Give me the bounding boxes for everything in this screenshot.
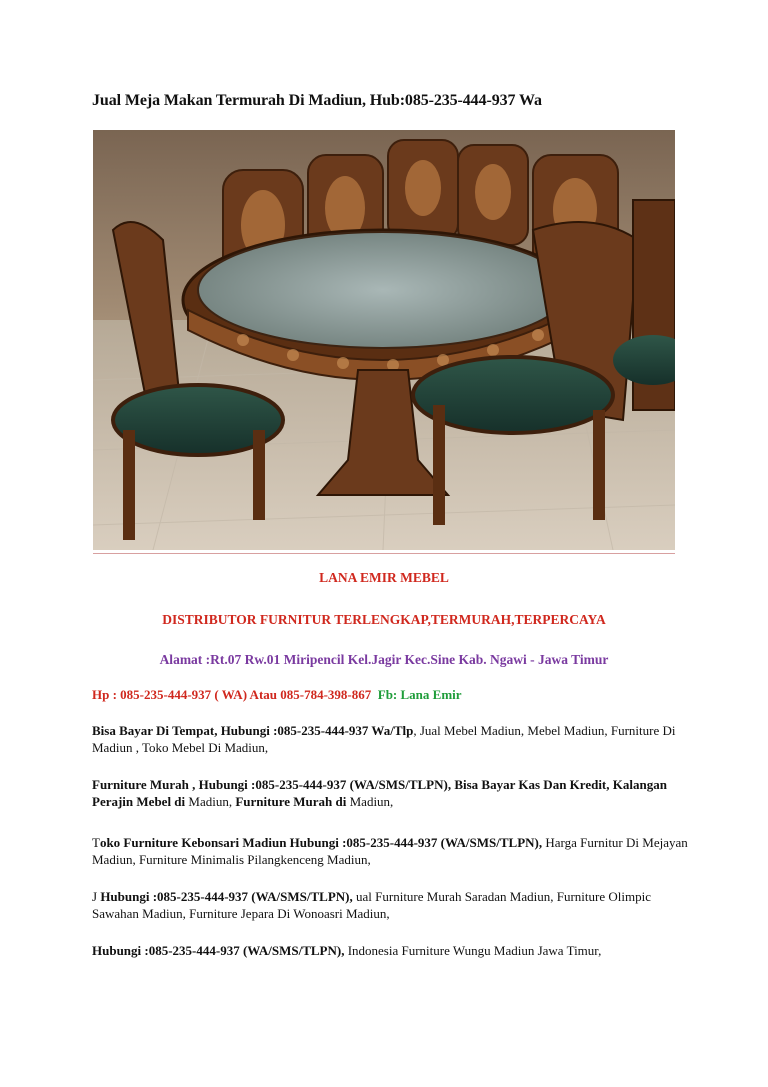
- paragraph-bold: Bisa Bayar Di Tempat, Hubungi :085-235-444-937 Wa/Tlp: [92, 723, 414, 738]
- contact-line: [92, 686, 692, 703]
- page-title: Jual Meja Makan Termurah Di Madiun, Hub:085-235-444-937 Wa: [92, 92, 542, 109]
- paragraph-bold: Hubungi :085-235-444-937 (WA/SMS/TLPN),: [92, 943, 345, 958]
- paragraph: [92, 722, 692, 756]
- paragraph-text: Indonesia Furniture Wungu Madiun Jawa Timur,: [344, 943, 602, 958]
- paragraph-text: ual Furniture Murah Saradan Madiun, Furniture Olimpic Sawahan Madiun, Furniture Jepara Di Wonoasri Madiun,: [92, 889, 651, 921]
- paragraph-bold: Furniture Murah , Hubungi :085-235-444-937 (WA/SMS/TLPN), Bisa Bayar Kas Dan Kredit, Kalangan Perajin Mebel di: [92, 777, 667, 809]
- paragraph-text: Madiun,: [346, 794, 394, 809]
- facebook-handle: Fb: Lana Emir: [377, 687, 462, 702]
- paragraph-bold: oko Furniture Kebonsari Madiun Hubungi :085-235-444-937 (WA/SMS/TLPN),: [99, 835, 543, 850]
- tagline: DISTRIBUTOR FURNITUR TERLENGKAP,TERMURAH,TERPERCAYA: [162, 612, 606, 627]
- paragraph-text: Harga Furnitur Di Mejayan Madiun, Furniture Minimalis Pilangkenceng Madiun,: [92, 835, 688, 867]
- paragraph-text: , Jual Mebel Madiun, Mebel Madiun, Furniture Di Madiun , Toko Mebel Di Madiun,: [92, 723, 676, 755]
- paragraph: [92, 834, 692, 868]
- divider: [93, 553, 675, 554]
- phone-numbers: Hp : 085-235-444-937 ( WA) Atau 085-784-398-867: [92, 687, 372, 702]
- paragraph-lead: T: [92, 835, 100, 850]
- paragraph: [92, 942, 692, 959]
- paragraph-bold: Furniture Murah di: [235, 794, 347, 809]
- address: Alamat :Rt.07 Rw.01 Miripencil Kel.Jagir Kec.Sine Kab. Ngawi - Jawa Timur: [159, 652, 609, 667]
- dining-set-illustration: [93, 130, 675, 550]
- paragraph-bold: Hubungi :085-235-444-937 (WA/SMS/TLPN),: [100, 889, 353, 904]
- product-photo: [93, 130, 675, 550]
- company-name: LANA EMIR MEBEL: [319, 570, 449, 585]
- paragraph: [92, 776, 692, 810]
- paragraph-lead: J: [92, 889, 101, 904]
- paragraph: [92, 888, 692, 922]
- paragraph-text: Madiun,: [185, 794, 236, 809]
